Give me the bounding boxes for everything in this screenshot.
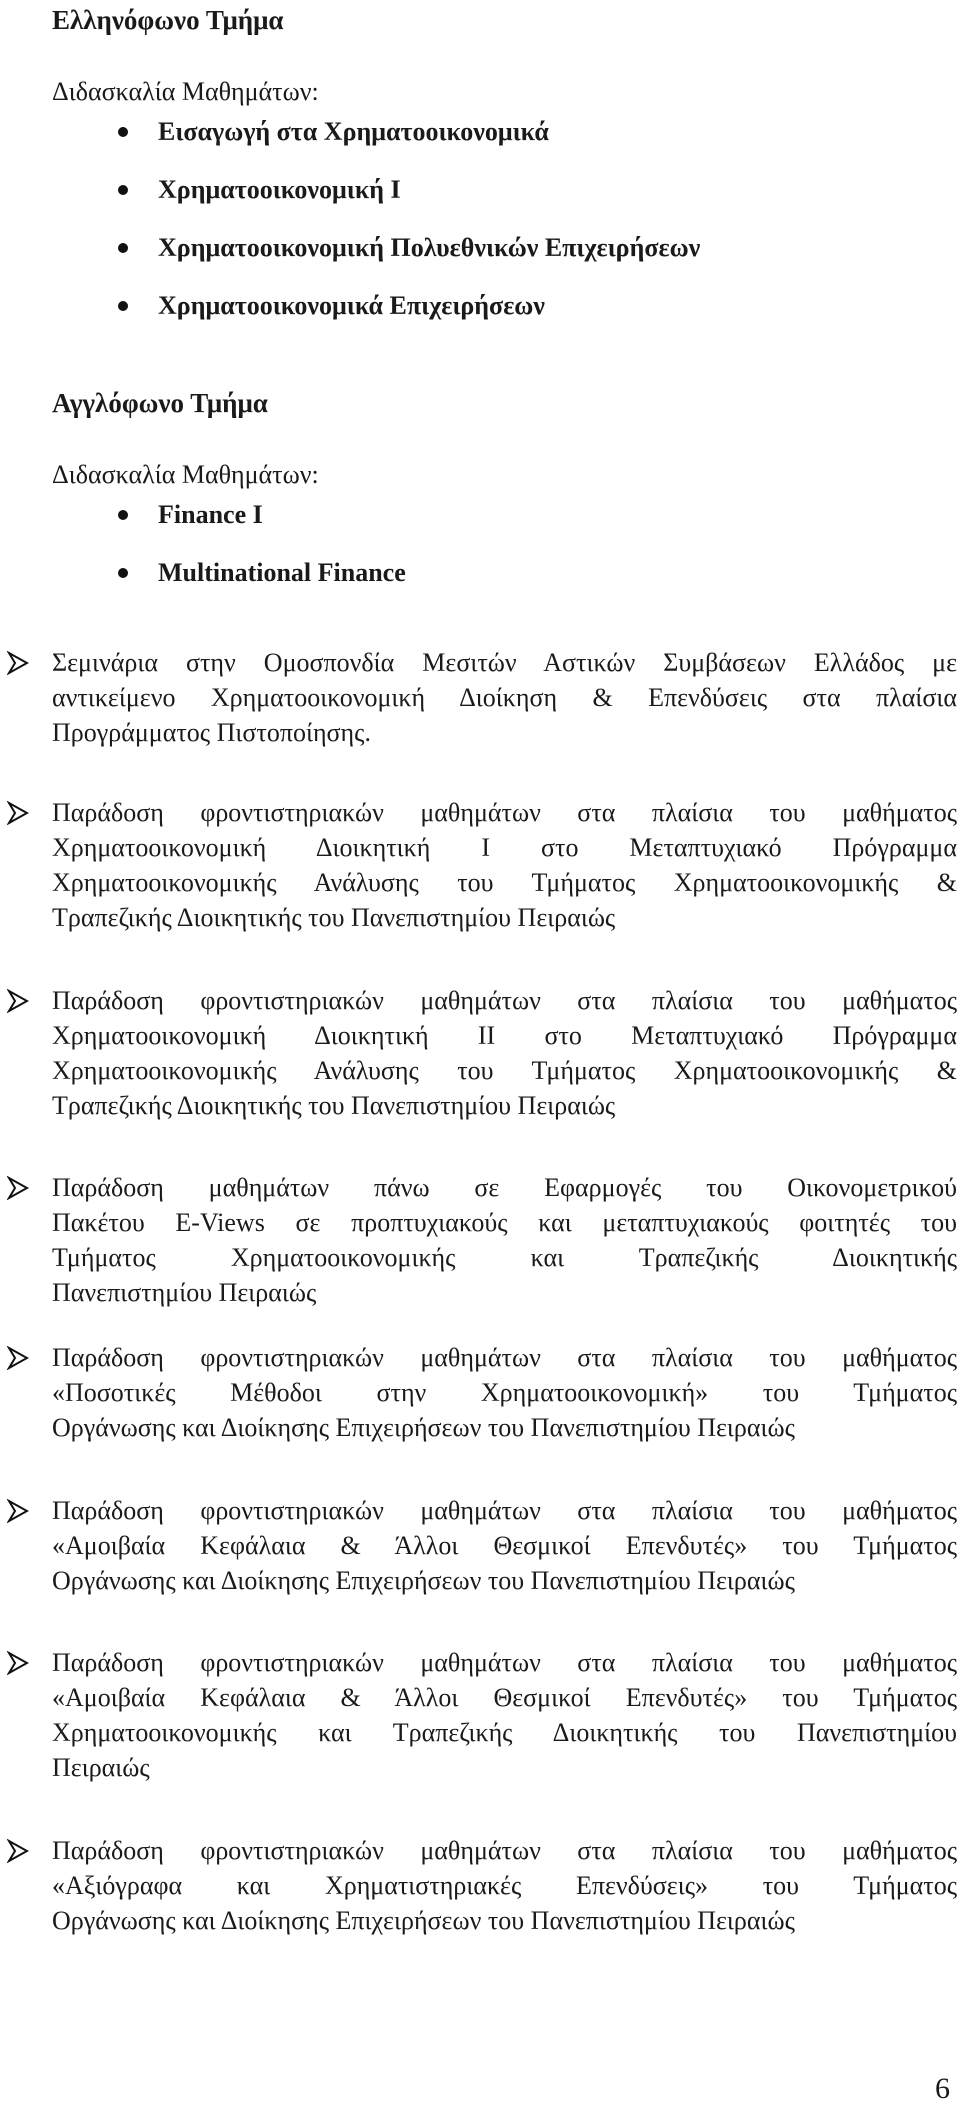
text-line: Πακέτου E-Views σε προπτυχιακούς και μεταπτυχιακούς φοιτητές του	[52, 1208, 957, 1237]
text-line: Χρηματοοικονομικής και Τραπεζικής Διοικητικής του Πανεπιστημίου	[52, 1718, 957, 1747]
activity-text	[52, 983, 957, 1123]
text-line: Παράδοση φροντιστηριακών μαθημάτων στα πλαίσια του μαθήματος	[52, 1836, 957, 1865]
text-line: Χρηματοοικονομική Διοικητική ΙΙ στο Μεταπτυχιακό Πρόγραμμα	[52, 1021, 957, 1050]
course-title: Finance I	[158, 500, 263, 529]
text-line: «Αμοιβαία Κεφάλαια & Άλλοι Θεσμικοί Επενδυτές» του Τμήματος	[52, 1683, 957, 1712]
greek-department-heading: Ελληνόφωνο Τμήμα	[52, 5, 284, 35]
text-line: Οργάνωσης και Διοίκησης Επιχειρήσεων του Πανεπιστημίου Πειραιώς	[52, 1413, 795, 1442]
english-department-heading: Αγγλόφωνο Τμήμα	[52, 388, 268, 418]
course-title: Χρηματοοικονομική Ι	[158, 175, 401, 204]
bullet-icon	[118, 568, 128, 578]
activity-text	[52, 1493, 957, 1598]
text-line: Παράδοση φροντιστηριακών μαθημάτων στα πλαίσια του μαθήματος	[52, 1648, 957, 1677]
bullet-icon	[118, 185, 128, 195]
text-line: Παράδοση φροντιστηριακών μαθημάτων στα πλαίσια του μαθήματος	[52, 1496, 957, 1525]
text-line: «Ποσοτικές Μέθοδοι στην Χρηματοοικονομική» του Τμήματος	[52, 1378, 957, 1407]
course-title: Εισαγωγή στα Χρηματοοικονομικά	[158, 117, 549, 146]
text-line: «Αμοιβαία Κεφάλαια & Άλλοι Θεσμικοί Επενδυτές» του Τμήματος	[52, 1531, 957, 1560]
text-line: αντικείμενο Χρηματοοικονομική Διοίκηση & Επενδύσεις στα πλαίσια	[52, 683, 957, 712]
text-line: Οργάνωσης και Διοίκησης Επιχειρήσεων του Πανεπιστημίου Πειραιώς	[52, 1566, 795, 1595]
bullet-icon	[118, 301, 128, 311]
page-number: 6	[935, 2072, 950, 2105]
text-line: Παράδοση φροντιστηριακών μαθημάτων στα πλαίσια του μαθήματος	[52, 798, 957, 827]
activity-text	[52, 1645, 957, 1785]
text-line: «Αξιόγραφα και Χρηματιστηριακές Επενδύσεις» του Τμήματος	[52, 1871, 957, 1900]
activity-text	[52, 1833, 957, 1938]
arrow-bullet-icon	[7, 1499, 29, 1523]
greek-teaching-subheading: Διδασκαλία Μαθημάτων:	[52, 77, 319, 106]
arrow-bullet-icon	[7, 651, 29, 675]
text-line: Χρηματοοικονομικής Ανάλυσης του Τμήματος Χρηματοοικονομικής &	[52, 1056, 957, 1085]
text-line: Οργάνωσης και Διοίκησης Επιχειρήσεων του Πανεπιστημίου Πειραιώς	[52, 1906, 795, 1935]
arrow-bullet-icon	[7, 801, 29, 825]
course-title: Multinational Finance	[158, 558, 406, 587]
text-line: Πειραιώς	[52, 1753, 150, 1782]
course-title: Χρηματοοικονομικά Επιχειρήσεων	[158, 291, 545, 320]
activity-text	[52, 795, 957, 935]
text-line: Χρηματοοικονομική Διοικητική Ι στο Μεταπτυχιακό Πρόγραμμα	[52, 833, 957, 862]
text-line: Πανεπιστημίου Πειραιώς	[52, 1278, 317, 1307]
text-line: Τμήματος Χρηματοοικονομικής και Τραπεζικής Διοικητικής	[52, 1243, 957, 1272]
text-line: Παράδοση μαθημάτων πάνω σε Εφαρμογές του Οικονομετρικού	[52, 1173, 957, 1202]
activity-text	[52, 645, 957, 750]
text-line: Χρηματοοικονομικής Ανάλυσης του Τμήματος Χρηματοοικονομικής &	[52, 868, 957, 897]
text-line: Παράδοση φροντιστηριακών μαθημάτων στα πλαίσια του μαθήματος	[52, 986, 957, 1015]
bullet-icon	[118, 510, 128, 520]
english-teaching-subheading: Διδασκαλία Μαθημάτων:	[52, 460, 319, 489]
text-line: Σεμινάρια στην Ομοσπονδία Μεσιτών Αστικών Συμβάσεων Ελλάδος με	[52, 648, 957, 677]
bullet-icon	[118, 243, 128, 253]
text-line: Παράδοση φροντιστηριακών μαθημάτων στα πλαίσια του μαθήματος	[52, 1343, 957, 1372]
bullet-icon	[118, 127, 128, 137]
text-line: Προγράμματος Πιστοποίησης.	[52, 718, 371, 747]
arrow-bullet-icon	[7, 1839, 29, 1863]
activity-text	[52, 1340, 957, 1445]
course-title: Χρηματοοικονομική Πολυεθνικών Επιχειρήσεων	[158, 233, 701, 262]
arrow-bullet-icon	[7, 989, 29, 1013]
arrow-bullet-icon	[7, 1651, 29, 1675]
arrow-bullet-icon	[7, 1176, 29, 1200]
text-line: Τραπεζικής Διοικητικής του Πανεπιστημίου Πειραιώς	[52, 903, 616, 932]
activity-text	[52, 1170, 957, 1310]
text-line: Τραπεζικής Διοικητικής του Πανεπιστημίου Πειραιώς	[52, 1091, 616, 1120]
arrow-bullet-icon	[7, 1346, 29, 1370]
